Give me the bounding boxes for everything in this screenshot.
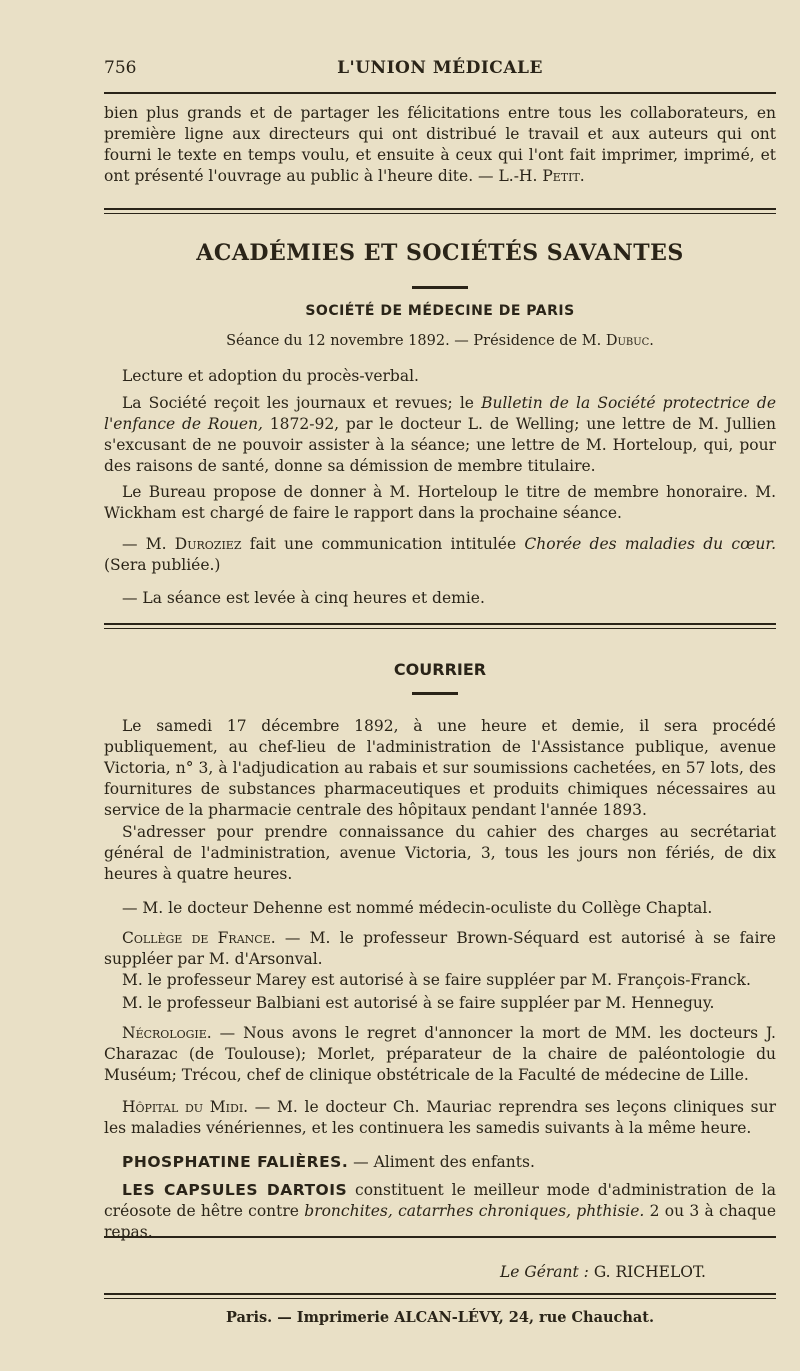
footer-divider [104, 1293, 776, 1299]
closing-paragraph: — La séance est levée à cinq heures et demie. [122, 589, 485, 607]
balbiani-paragraph: M. le professeur Balbiani est autorisé à se faire suppléer par M. Henneguy. [122, 994, 715, 1012]
header-rule [104, 92, 776, 94]
communication-paragraph: — M. Duroziez fait une communication intitulée Chorée des maladies du cœur. (Sera publiée.) [104, 535, 777, 574]
section-divider [104, 623, 776, 629]
session-line: Séance du 12 novembre 1892. — Présidence de M. Dubuc. [226, 333, 654, 349]
appointment-paragraph: — M. le docteur Dehenne est nommé médecin-oculiste du Collège Chaptal. [122, 899, 713, 917]
correspondence-paragraph: La Société reçoit les journaux et revues; le Bulletin de la Société protectrice de l'enfance de Rouen, 1872-92, par le docteur L. de Welling; une lettre de M. Jullien s'excusant de ne pouvoir assister à la séance; une lettre de M. Horteloup, qui, pour des raisons de santé, donne sa démission de membre titulaire. [104, 394, 776, 475]
marey-paragraph: M. le professeur Marey est autorisé à se faire suppléer par M. François-Franck. [122, 971, 751, 989]
society-title: SOCIÉTÉ DE MÉDECINE DE PARIS [305, 303, 575, 319]
intro-paragraph: bien plus grands et de partager les félicitations entre tous les collaborateurs, en première ligne aux directeurs qui ont distribué le travail et aux auteurs qui ont fourni le texte en temps voulu, et ensuite à ceux qui l'ont fait imprimer, imprimé, et ont présenté l'ouvrage au public à l'heure dite. — L.-H. Petit. [104, 104, 776, 185]
journal-title: L'UNION MÉDICALE [337, 58, 543, 78]
necrology-paragraph: Nécrologie. — Nous avons le regret d'annoncer la mort de MM. les docteurs J. Charazac (de Toulouse); Morlet, préparateur de la chaire de paléontologie du Muséum; Trécou, chef de clinique obstétricale de la Faculté de médecine de Lille. [104, 1024, 776, 1084]
hospital-paragraph: Hôpital du Midi. — M. le docteur Ch. Mauriac reprendra ses leçons cliniques sur les maladies vénériennes, et les continuera les samedis suivants à la même heure. [104, 1098, 776, 1137]
footer-rule [104, 1236, 776, 1238]
title-underline [412, 692, 458, 695]
address-paragraph: S'adresser pour prendre connaissance du cahier des charges au secrétariat général de l'administration, avenue Victoria, 3, tous les jours non fériés, de dix heures à quatre heures. [104, 823, 776, 883]
page-header [104, 58, 776, 84]
title-underline [412, 286, 468, 289]
intro-signature: Petit. [542, 167, 585, 185]
adjudication-paragraph: Le samedi 17 décembre 1892, à une heure et demie, il sera procédé publiquement, au chef-lieu de l'administration de l'Assistance publique, avenue Victoria, n° 3, à l'adjudication au rabais et sur soumissions cachetées, en 57 lots, des fournitures de substances pharmaceutiques et produits chimiques nécessaires au service de la pharmacie centrale des hôpitaux pendant l'année 1893. [104, 717, 776, 819]
section-title-academies: ACADÉMIES ET SOCIÉTÉS SAVANTES [196, 240, 684, 266]
bureau-paragraph: Le Bureau propose de donner à M. Horteloup le titre de membre honoraire. M. Wickham est chargé de faire le rapport dans la prochaine séance. [104, 483, 776, 522]
section-title-courrier: COURRIER [393, 660, 487, 679]
college-france-paragraph: Collège de France. — M. le professeur Brown-Séquard est autorisé à se faire suppléer par M. d'Arsonval. [104, 929, 776, 968]
gerant-line: Le Gérant : G. RICHELOT. [499, 1263, 706, 1281]
capsules-ad: LES CAPSULES DARTOIS constituent le meilleur mode d'administration de la créosote de hêtre contre bronchites, catarrhes chroniques, phthisie. 2 ou 3 à chaque repas. [104, 1181, 777, 1241]
section-divider [104, 208, 776, 214]
minutes-paragraph: Lecture et adoption du procès-verbal. [122, 367, 419, 385]
imprint-line: Paris. — Imprimerie ALCAN-LÉVY, 24, rue Chauchat. [225, 1309, 655, 1326]
phosphatine-ad: PHOSPHATINE FALIÈRES. — Aliment des enfants. [122, 1153, 535, 1171]
page-number: 756 [104, 58, 137, 78]
